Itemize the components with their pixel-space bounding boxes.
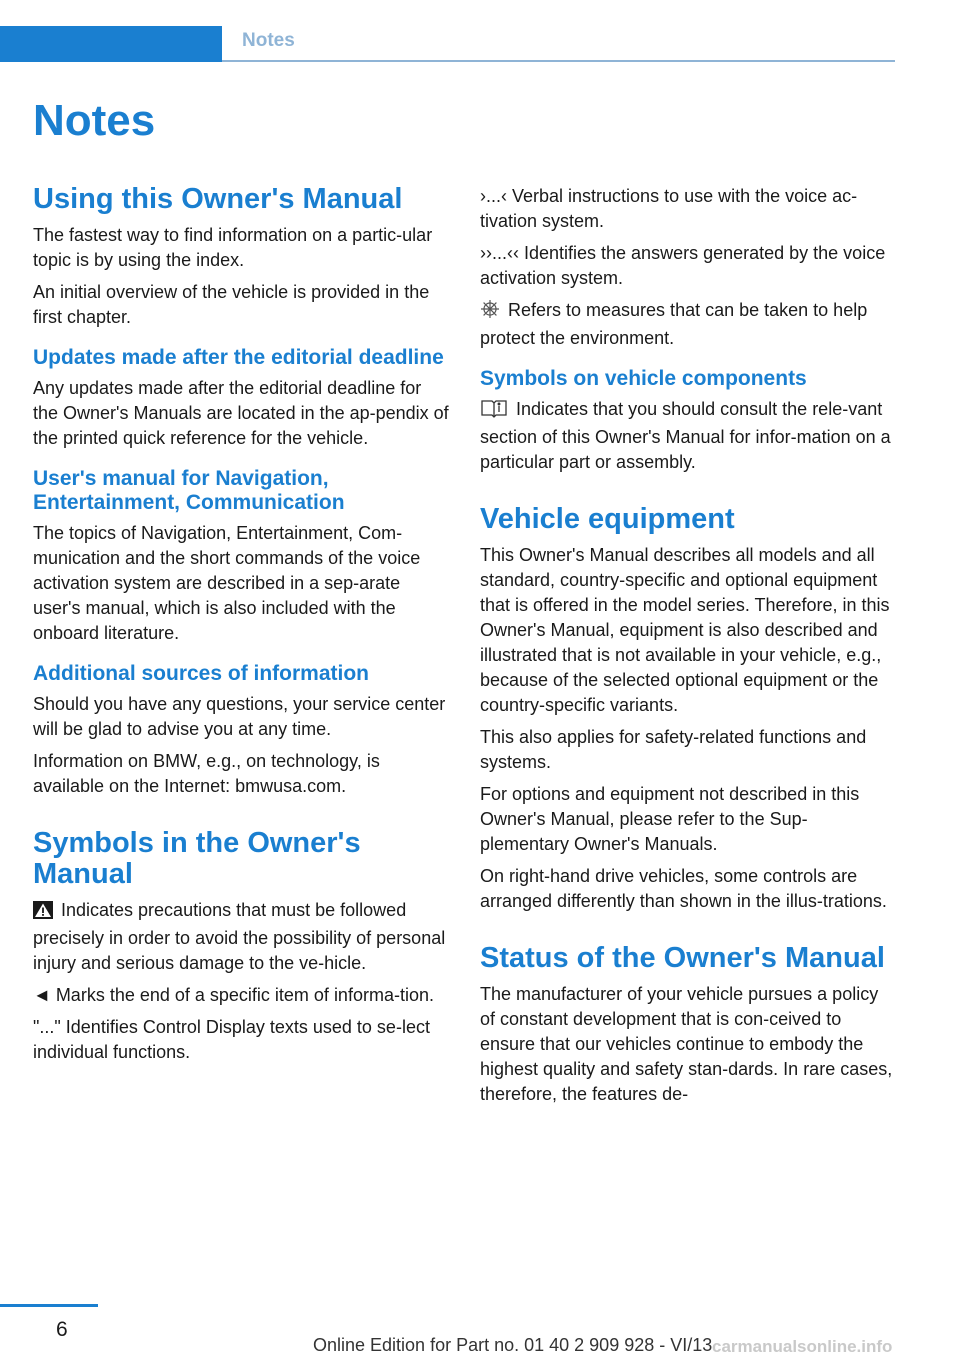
subsection-title-updates: Updates made after the editorial deadline [33, 346, 444, 369]
paragraph: This Owner's Manual describes all models and all standard, country-specific and optional equipment that is offered in the model series. Therefore, in this Owner's Manual, equipment is also described and illustrated that is not available in your vehicle, e.g., because of the selected optional equipment or the country-specific variants. [480, 545, 890, 715]
paragraph: Any updates made after the editorial deadline for the Owner's Manuals are located in the ap‐pendix of the printed quick reference for the vehicle. [33, 378, 449, 448]
section-title-vehicle-equipment: Vehicle equipment [480, 503, 735, 535]
paragraph: The fastest way to find information on a partic‐ular topic is by using the index. [33, 225, 433, 270]
paragraph: For options and equipment not described in this Owner's Manual, please refer to the Sup‐plementary Owner's Manuals. [480, 784, 860, 854]
header-title: Notes [242, 30, 295, 51]
subsection-title-users-manual: User's manual for Navigation, Entertainment, Communication [33, 467, 345, 514]
header-color-bar [0, 26, 222, 62]
paragraph: ◄ Marks the end of a specific item of informa‐tion. [33, 985, 434, 1005]
paragraph: On right-hand drive vehicles, some controls are arranged differently than shown in the illus‐trations. [480, 866, 887, 911]
right-column [480, 184, 896, 1114]
left-column [33, 184, 449, 1072]
warning-icon [33, 901, 53, 926]
footer-rule [0, 1304, 98, 1307]
paragraph: Should you have any questions, your service center will be glad to advise you at any time. [33, 694, 446, 739]
paragraph: "..." Identifies Control Display texts used to se‐lect individual functions. [33, 1017, 430, 1062]
paragraph: Information on BMW, e.g., on technology, is available on the Internet: bmwusa.com. [33, 751, 380, 796]
paragraph: ››...‹‹ Identifies the answers generated by the voice activation system. [480, 243, 886, 288]
page-number: 6 [56, 1318, 68, 1341]
section-title-status: Status of the Owner's Manual [480, 942, 885, 974]
edition-line: Online Edition for Part no. 01 40 2 909 928 - VI/13 [313, 1335, 713, 1355]
book-icon [480, 398, 508, 425]
paragraph-environment: Refers to measures that can be taken to help protect the environment. [480, 300, 868, 348]
paragraph-warning: Indicates precautions that must be followed precisely in order to avoid the possibility of personal injury and serious damage to the ve‐hicle. [33, 900, 446, 973]
section-title-symbols-manual: Symbols in the Owner's Manual [33, 827, 361, 890]
paragraph-consult: Indicates that you should consult the rele‐vant section of this Owner's Manual for infor‐mation on a particular part or assembly. [480, 399, 891, 472]
paragraph: This also applies for safety-related functions and systems. [480, 727, 867, 772]
subsection-title-additional-sources: Additional sources of information [33, 662, 370, 685]
paragraph: The topics of Navigation, Entertainment, Com‐munication and the short commands of the voice activation system are described in a sep‐arate user's manual, which is also included with the onboard literature. [33, 523, 421, 643]
environment-icon [480, 299, 500, 326]
page-title: Notes [33, 96, 156, 145]
header-rule [222, 60, 895, 62]
subsection-title-vehicle-symbols: Symbols on vehicle components [480, 367, 807, 390]
paragraph: ›...‹ Verbal instructions to use with the voice ac‐tivation system. [480, 186, 858, 231]
section-title-using-manual: Using this Owner's Manual [33, 183, 403, 215]
paragraph: The manufacturer of your vehicle pursues a policy of constant development that is con‐ceived to ensure that our vehicles continue to embody the highest quality and safety stan‐dards. In rare cases, therefore, the features de‐ [480, 984, 893, 1104]
paragraph: An initial overview of the vehicle is provided in the first chapter. [33, 282, 430, 327]
watermark: carmanualsonline.info [712, 1337, 893, 1356]
